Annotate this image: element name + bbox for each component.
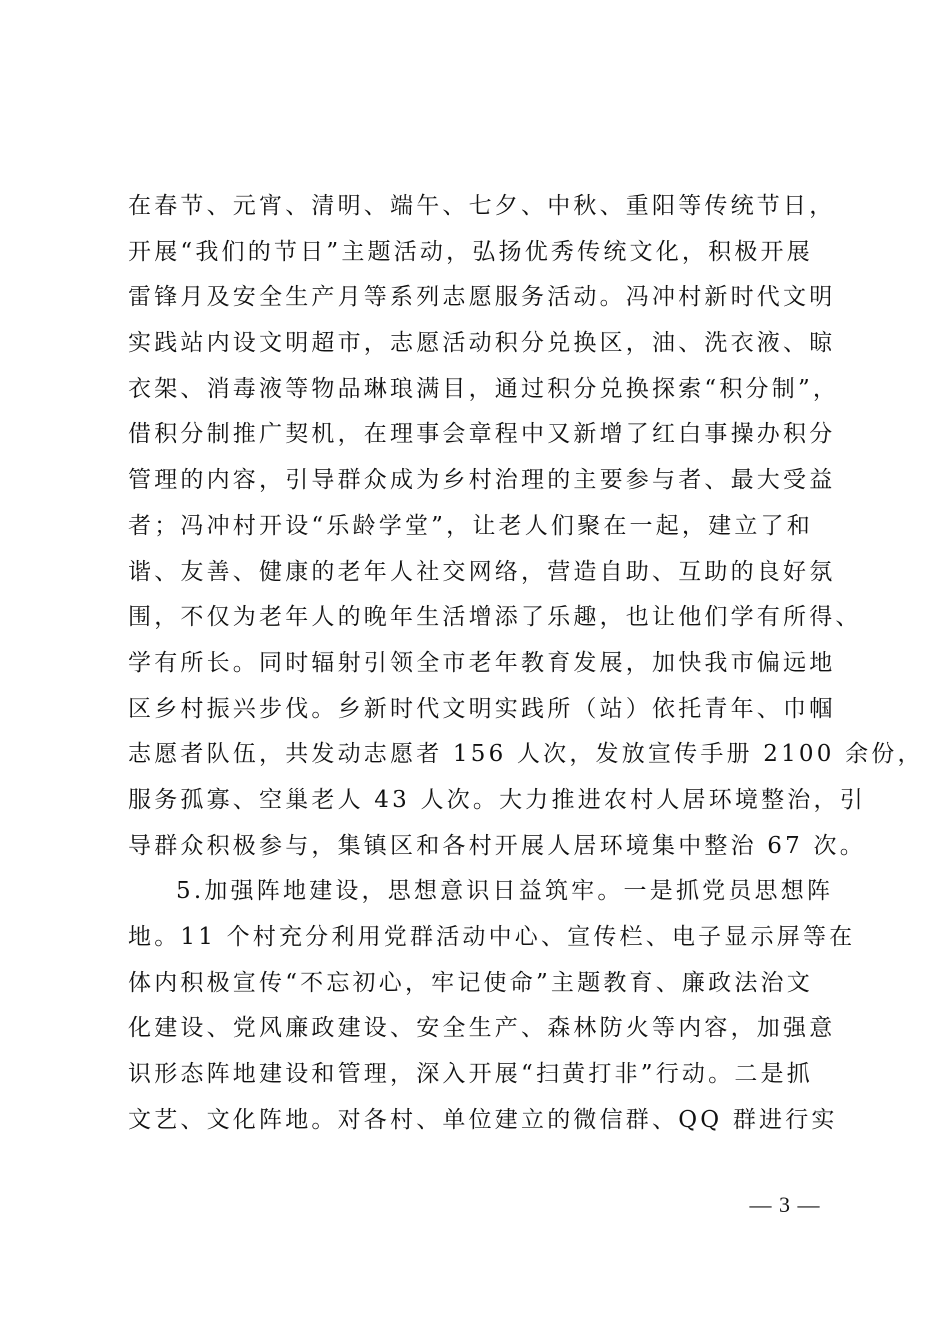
text-line: 管理的内容，引导群众成为乡村治理的主要参与者、最大受益 — [128, 467, 836, 494]
text-line: 围，不仅为老年人的晚年生活增添了乐趣，也让他们学有所得、 — [128, 604, 862, 631]
text-line: 志愿者队伍，共发动志愿者 156 人次，发放宣传手册 2100 余份， — [128, 741, 924, 768]
text-line: 衣架、消毒液等物品琳琅满目，通过积分兑换探索“积分制”， — [128, 375, 840, 402]
text-line: 实践站内设文明超市，志愿活动积分兑换区，油、洗衣液、晾 — [128, 330, 836, 357]
text-line: 文艺、文化阵地。对各村、单位建立的微信群、QQ 群进行实 — [128, 1106, 838, 1133]
text-line: 区乡村振兴步伐。乡新时代文明实践所（站）依托青年、巾帼 — [128, 695, 836, 722]
text-line: 谐、友善、健康的老年人社交网络，营造自助、互助的良好氛 — [128, 558, 836, 585]
text-line: 识形态阵地建设和管理，深入开展“扫黄打非”行动。二是抓 — [128, 1061, 813, 1088]
text-line: 体内积极宣传“不忘初心，牢记使命”主题教育、廉政法治文 — [128, 969, 813, 996]
text-line: 化建设、党风廉政建设、安全生产、森林防火等内容，加强意 — [128, 1015, 836, 1042]
text-line: 地。11 个村充分利用党群活动中心、宣传栏、电子显示屏等在 — [128, 924, 856, 950]
text-line: 学有所长。同时辐射引领全市老年教育发展，加快我市偏远地 — [128, 649, 836, 676]
text-line: 开展“我们的节日”主题活动，弘扬优秀传统文化，积极开展 — [128, 238, 813, 265]
text-line: 借积分制推广契机，在理事会章程中又新增了红白事操办积分 — [128, 421, 836, 448]
text-line: 雷锋月及安全生产月等系列志愿服务活动。冯冲村新时代文明 — [128, 284, 836, 311]
body-text — [128, 184, 924, 1143]
section-heading-line: 5.加强阵地建设，思想意识日益筑牢。一是抓党员思想阵 — [176, 878, 834, 905]
text-line: 服务孤寡、空巢老人 43 人次。大力推进农村人居环境整治，引 — [128, 786, 866, 813]
text-line: 导群众积极参与，集镇区和各村开展人居环境集中整治 67 次。 — [128, 832, 866, 859]
text-line: 在春节、元宵、清明、端午、七夕、中秋、重阳等传统节日， — [128, 193, 836, 219]
page-number: — 3 — — [749, 1192, 821, 1217]
text-line: 者；冯冲村开设“乐龄学堂”，让老人们聚在一起，建立了和 — [128, 512, 813, 539]
